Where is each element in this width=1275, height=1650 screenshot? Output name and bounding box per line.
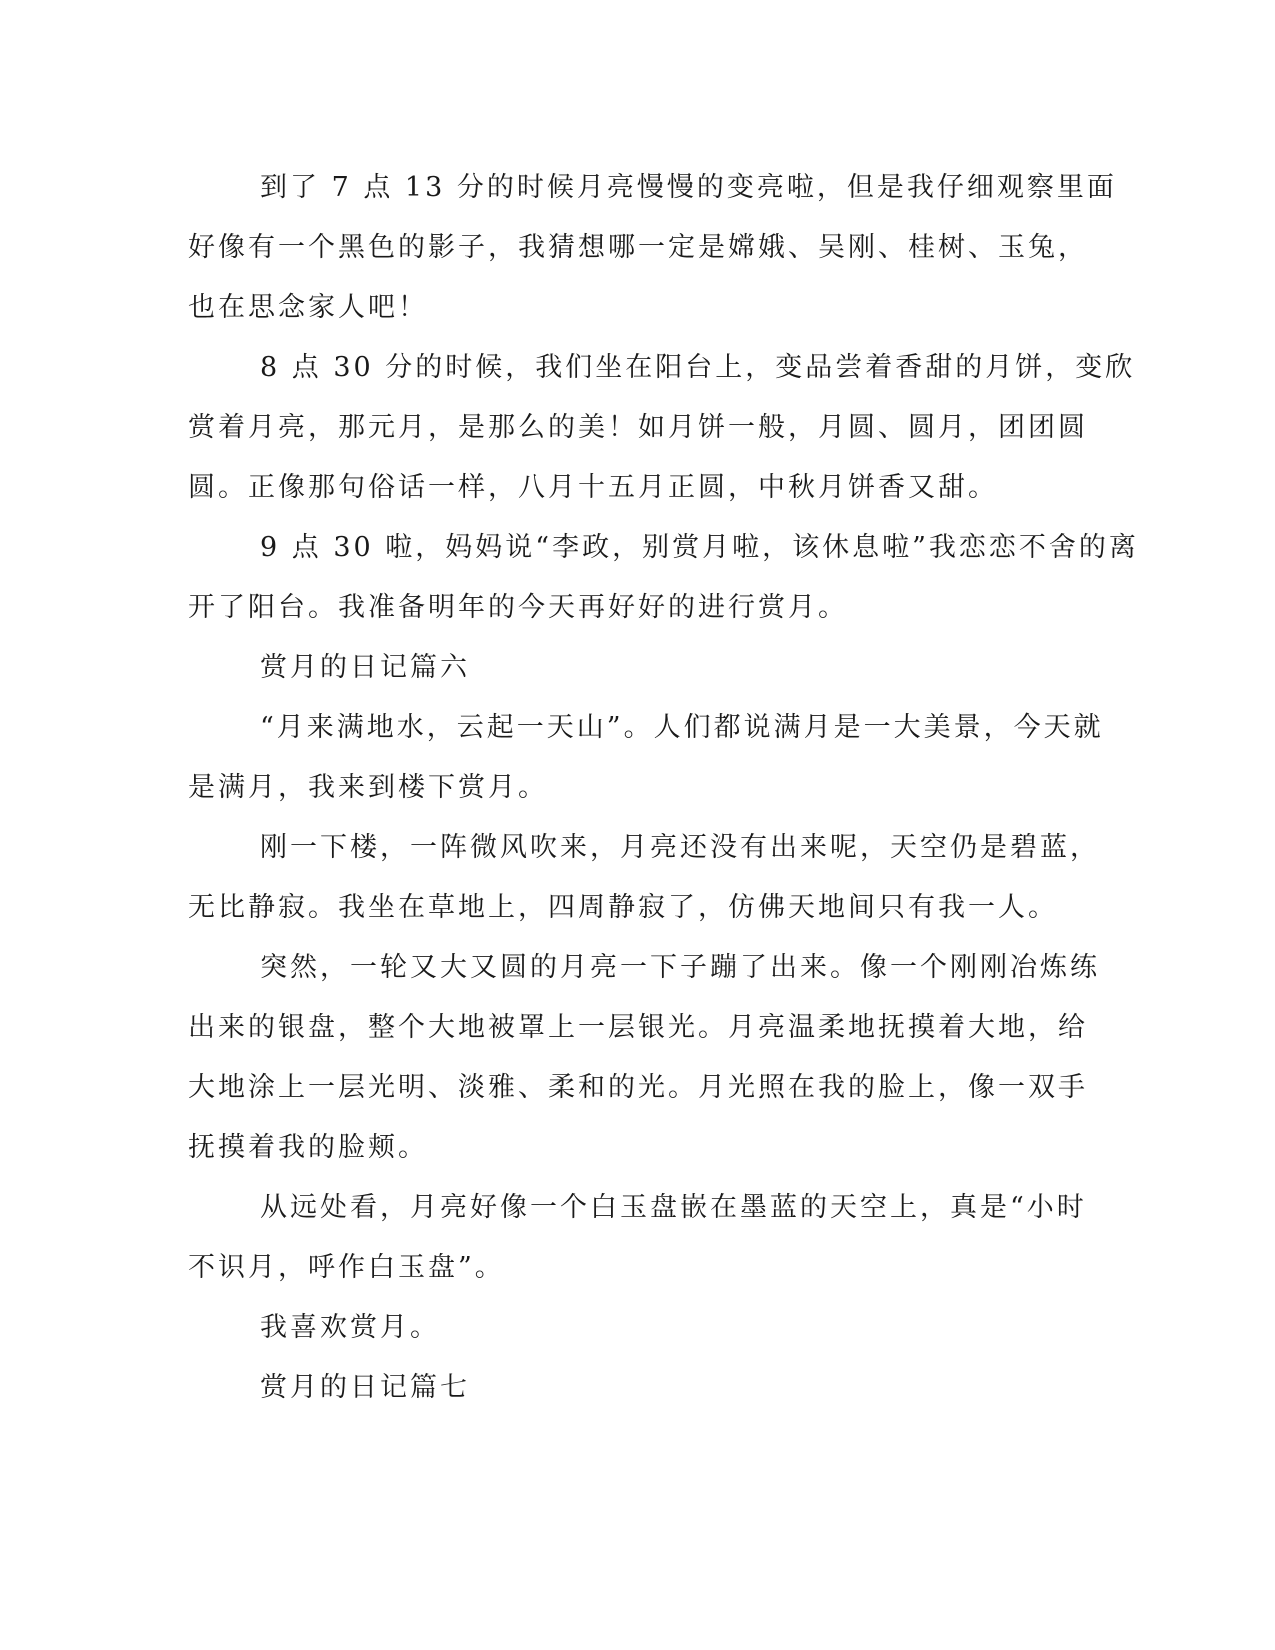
paragraph-line: 也在思念家人吧！ [188,292,428,323]
paragraph-line: 大地涂上一层光明、淡雅、柔和的光。月光照在我的脸上，像一双手 [188,1072,1088,1103]
paragraph-line: 8 点 30 分的时候，我们坐在阳台上，变品尝着香甜的月饼，变欣 [260,352,1136,383]
paragraph-line: 不识月，呼作白玉盘”。 [188,1252,505,1283]
paragraph-line: 赏着月亮，那元月，是那么的美！如月饼一般，月圆、圆月，团团圆 [188,412,1088,443]
paragraph-line: “月来满地水，云起一天山”。人们都说满月是一大美景，今天就 [260,712,1104,743]
document-body [188,158,1139,1418]
paragraph-line: 圆。正像那句俗话一样，八月十五月正圆，中秋月饼香又甜。 [188,472,998,503]
paragraph-line: 好像有一个黑色的影子，我猜想哪一定是嫦娥、吴刚、桂树、玉兔， [188,232,1088,263]
paragraph-line: 是满月，我来到楼下赏月。 [188,772,548,803]
paragraph-line: 刚一下楼，一阵微风吹来，月亮还没有出来呢，天空仍是碧蓝， [260,832,1100,863]
section-heading: 赏月的日记篇六 [260,652,470,683]
paragraph-line: 抚摸着我的脸颊。 [188,1132,428,1163]
section-heading: 赏月的日记篇七 [260,1372,470,1403]
paragraph-line: 9 点 30 啦，妈妈说“李政，别赏月啦，该休息啦”我恋恋不舍的离 [260,532,1139,563]
paragraph-line: 到了 7 点 13 分的时候月亮慢慢的变亮啦，但是我仔细观察里面 [260,172,1117,203]
paragraph-line: 从远处看，月亮好像一个白玉盘嵌在墨蓝的天空上，真是“小时 [260,1192,1087,1223]
paragraph-line: 出来的银盘，整个大地被罩上一层银光。月亮温柔地抚摸着大地，给 [188,1012,1088,1043]
paragraph-line: 我喜欢赏月。 [260,1312,440,1343]
paragraph-line: 开了阳台。我准备明年的今天再好好的进行赏月。 [188,592,848,623]
paragraph-line: 无比静寂。我坐在草地上，四周静寂了，仿佛天地间只有我一人。 [188,892,1058,923]
paragraph-line: 突然，一轮又大又圆的月亮一下子蹦了出来。像一个刚刚冶炼练 [260,952,1100,983]
